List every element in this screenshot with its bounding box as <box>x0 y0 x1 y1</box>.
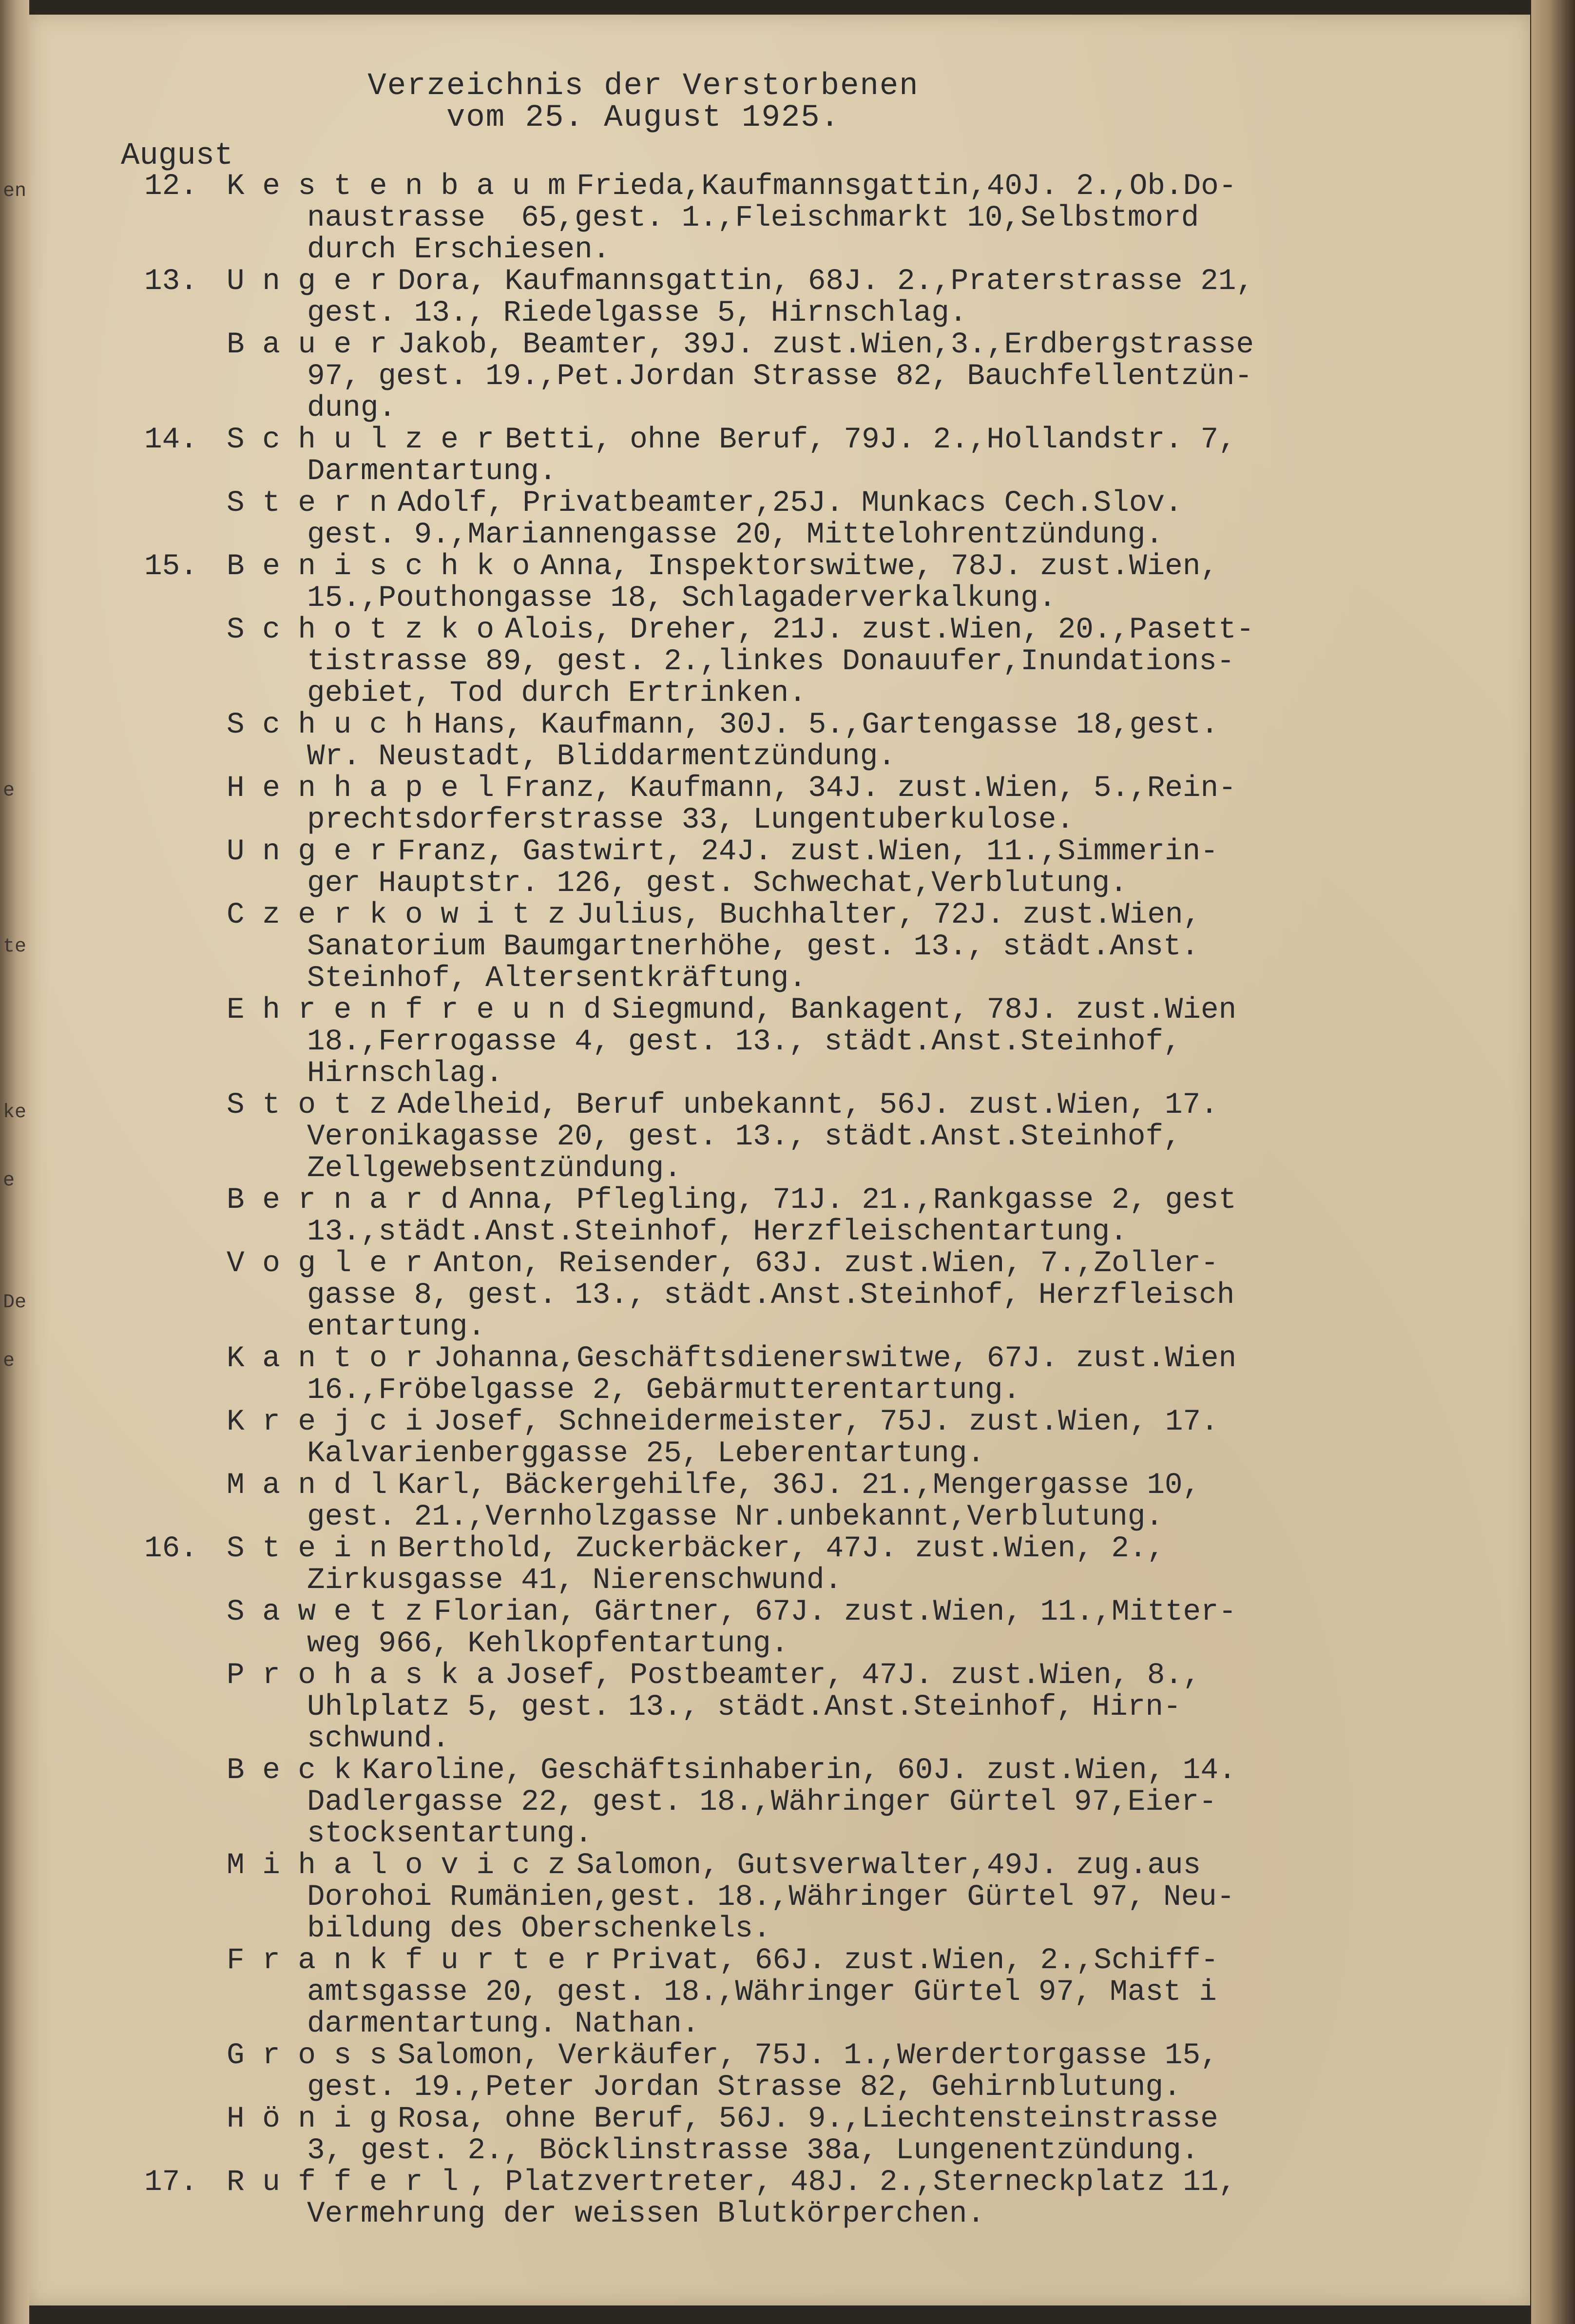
entry-surname: K r e j c i <box>227 1405 423 1439</box>
entry-text-line: Salomon, Gutsverwalter,49J. zug.aus <box>576 1849 1201 1882</box>
entry-text-line: Anna, Pflegling, 71J. 21.,Rankgasse 2, gest <box>469 1183 1237 1217</box>
entry-surname: M i h a l o v i c z <box>227 1849 566 1882</box>
entry-surname: S c h u c h <box>227 708 423 742</box>
entry-text-line: ger Hauptstr. 126, gest. Schwechat,Verblutung. <box>307 867 1128 900</box>
entry-text-line: 97, gest. 19.,Pet.Jordan Strasse 82, Bauchfellentzün- <box>307 360 1253 393</box>
entry-surname: B e r n a r d <box>227 1183 459 1217</box>
entry-date: 16. <box>144 1532 198 1566</box>
register-entry <box>127 1089 1491 1184</box>
register-entry <box>127 2167 1491 2230</box>
entry-text-line: stocksentartung. <box>307 1817 593 1851</box>
entry-text-line: Betti, ohne Beruf, 79J. 2.,Hollandstr. 7, <box>505 423 1236 457</box>
entry-text-line: Wr. Neustadt, Bliddarmentzündung. <box>307 740 896 774</box>
register-entry <box>127 899 1491 994</box>
entry-date: 13. <box>144 265 198 298</box>
register-entry <box>127 1533 1491 1596</box>
entry-text-line: Franz, Gastwirt, 24J. zust.Wien, 11.,Simmerin- <box>398 835 1218 869</box>
register-entry <box>127 994 1491 1089</box>
register-entry <box>127 709 1491 773</box>
document-title: Verzeichnis der Verstorbenen <box>367 69 919 104</box>
entry-text-line: Adelheid, Beruf unbekannt, 56J. zust.Wien, 17. <box>398 1088 1218 1122</box>
entry-text-line: prechtsdorferstrasse 33, Lungentuberkulose. <box>307 803 1075 837</box>
entry-text-line: Florian, Gärtner, 67J. zust.Wien, 11.,Mitter- <box>434 1595 1237 1629</box>
entry-text-line: Franz, Kaufmann, 34J. zust.Wien, 5.,Rein- <box>505 772 1236 805</box>
entry-text-line: Anna, Inspektorswitwe, 78J. zust.Wien, <box>540 550 1219 583</box>
register-entry <box>127 487 1491 551</box>
entry-surname: K a n t o r <box>227 1342 423 1375</box>
entry-surname: U n g e r <box>227 835 387 869</box>
entry-text-line: Josef, Postbeamter, 47J. zust.Wien, 8., <box>505 1659 1201 1692</box>
entry-text-line: Berthold, Zuckerbäcker, 47J. zust.Wien, 2., <box>398 1532 1165 1566</box>
document-subtitle: vom 25. August 1925. <box>446 100 841 136</box>
entry-text-line: Veronikagasse 20, gest. 13., städt.Anst.Steinhof, <box>307 1120 1181 1154</box>
entry-surname: K e s t e n b a u m <box>227 170 566 203</box>
register-entry <box>127 1660 1491 1755</box>
entry-surname: C z e r k o w i t z <box>227 898 566 932</box>
register-entry <box>127 1755 1491 1850</box>
book-edge-right <box>1531 0 1575 2324</box>
entry-text-line: Josef, Schneidermeister, 75J. zust.Wien, 17. <box>434 1405 1219 1439</box>
entry-date: 12. <box>144 170 198 203</box>
entry-text-line: Julius, Buchhalter, 72J. zust.Wien, <box>576 898 1201 932</box>
entry-text-line: Johanna,Geschäftsdienerswitwe, 67J. zust.Wien <box>434 1342 1237 1375</box>
entry-text-line: 18.,Ferrogasse 4, gest. 13., städt.Anst.Steinhof, <box>307 1025 1181 1059</box>
register-entry <box>127 551 1491 614</box>
entry-text-line: gasse 8, gest. 13., städt.Anst.Steinhof, Herzfleisch <box>307 1278 1235 1312</box>
entry-text-line: Rosa, ohne Beruf, 56J. 9.,Liechtensteinstrasse <box>398 2102 1218 2136</box>
register-entry <box>127 836 1491 899</box>
entry-date: 14. <box>144 423 198 457</box>
entry-surname: P r o h a s k a <box>227 1659 495 1692</box>
entry-surname: V o g l e r <box>227 1247 423 1280</box>
entry-text-line: gest. 21.,Vernholzgasse Nr.unbekannt,Verblutung. <box>307 1500 1164 1534</box>
entry-text-line: tistrasse 89, gest. 2.,linkes Donauufer,Inundations- <box>307 645 1235 678</box>
entry-text-line: gest. 13., Riedelgasse 5, Hirnschlag. <box>307 296 967 330</box>
entry-date: 17. <box>144 2166 198 2199</box>
entry-surname: H ö n i g <box>227 2102 387 2136</box>
entry-text-line: schwund. <box>307 1722 450 1756</box>
entry-text-line: Dora, Kaufmannsgattin, 68J. 2.,Praterstrasse 21, <box>398 265 1254 298</box>
entry-text-line: Karl, Bäckergehilfe, 36J. 21.,Mengergasse 10, <box>398 1469 1201 1502</box>
entry-text-line: Steinhof, Altersentkräftung. <box>307 962 807 995</box>
entry-text-line: Adolf, Privatbeamter,25J. Munkacs Cech.Slov. <box>398 486 1183 520</box>
entry-text-line: Uhlplatz 5, gest. 13., städt.Anst.Steinhof, Hirn- <box>307 1690 1181 1724</box>
adjacent-page-fragment: ke <box>3 1102 27 1123</box>
register-entry <box>127 329 1491 424</box>
register-entry <box>127 171 1491 266</box>
register-entry <box>127 424 1491 487</box>
entry-text-line: durch Erschiesen. <box>307 233 611 267</box>
adjacent-page-fragment: te <box>3 936 27 958</box>
entry-surname: B e c k <box>227 1754 352 1787</box>
month-label: August <box>121 138 233 174</box>
entry-text-line: bildung des Oberschenkels. <box>307 1912 771 1946</box>
entry-surname: S t e i n <box>227 1532 387 1566</box>
entry-text-line: Frieda,Kaufmannsgattin,40J. 2.,Ob.Do- <box>576 170 1237 203</box>
entry-text-line: entartung. <box>307 1310 486 1344</box>
entry-text-line: Dorohoi Rumänien,gest. 18.,Währinger Gürtel 97, Neu- <box>307 1880 1235 1914</box>
entry-text-line: gebiet, Tod durch Ertrinken. <box>307 677 807 710</box>
entry-text-line: Hirnschlag. <box>307 1057 503 1090</box>
entry-text-line: 16.,Fröbelgasse 2, Gebärmutterentartung. <box>307 1374 1021 1407</box>
register-entry <box>127 2103 1491 2167</box>
entry-surname: U n g e r <box>227 265 387 298</box>
entry-surname: M a n d l <box>227 1469 387 1502</box>
adjacent-page-edge <box>0 0 29 2324</box>
entry-surname: S a w e t z <box>227 1595 423 1629</box>
entry-text-line: Zellgewebsentzündung. <box>307 1152 682 1185</box>
entry-surname: S c h o t z k o <box>227 613 495 647</box>
adjacent-page-fragment: De <box>3 1292 27 1314</box>
entry-text-line: naustrasse 65,gest. 1.,Fleischmarkt 10,Selbstmord <box>307 201 1199 235</box>
entry-text-line: Salomon, Verkäufer, 75J. 1.,Werdertorgasse 15, <box>398 2039 1218 2072</box>
register-entry <box>127 773 1491 836</box>
document-page <box>29 15 1530 2305</box>
register-entry <box>127 1184 1491 1248</box>
death-register-list <box>127 171 1491 2230</box>
entry-text-line: darmentartung. Nathan. <box>307 2007 700 2041</box>
register-entry <box>127 1248 1491 1343</box>
entry-text-line: Zirkusgasse 41, Nierenschwund. <box>307 1564 843 1597</box>
entry-text-line: Vermehrung der weissen Blutkörperchen. <box>307 2197 985 2231</box>
register-entry <box>127 266 1491 329</box>
entry-surname: H e n h a p e l <box>227 772 495 805</box>
adjacent-page-fragment: e <box>3 780 15 802</box>
entry-text-line: Dadlergasse 22, gest. 18.,Währinger Gürtel 97,Eier- <box>307 1785 1217 1819</box>
entry-surname: G r o s s <box>227 2039 387 2072</box>
entry-text-line: 15.,Pouthongasse 18, Schlagaderverkalkung. <box>307 581 1056 615</box>
entry-surname: R u f f e r l <box>227 2166 459 2199</box>
entry-surname: B a u e r <box>227 328 387 362</box>
adjacent-page-fragment: e <box>3 1350 15 1372</box>
register-entry <box>127 1850 1491 1945</box>
entry-text-line: Jakob, Beamter, 39J. zust.Wien,3.,Erdbergstrasse <box>398 328 1254 362</box>
entry-text-line: Kalvarienberggasse 25, Leberentartung. <box>307 1437 985 1471</box>
entry-date: 15. <box>144 550 198 583</box>
entry-text-line: gest. 19.,Peter Jordan Strasse 82, Gehirnblutung. <box>307 2071 1181 2104</box>
register-entry <box>127 614 1491 709</box>
entry-text-line: Karoline, Geschäftsinhaberin, 60J. zust.Wien, 14. <box>362 1754 1236 1787</box>
register-entry <box>127 1406 1491 1470</box>
adjacent-page-fragment: en <box>3 180 27 202</box>
register-entry <box>127 1945 1491 2040</box>
entry-text-line: 3, gest. 2., Böcklinstrasse 38a, Lungenentzündung. <box>307 2134 1199 2168</box>
entry-surname: S t o t z <box>227 1088 387 1122</box>
entry-text-line: Hans, Kaufmann, 30J. 5.,Gartengasse 18,gest. <box>434 708 1219 742</box>
entry-text-line: Darmentartung. <box>307 455 557 488</box>
entry-surname: S c h u l z e r <box>227 423 495 457</box>
entry-text-line: Siegmund, Bankagent, 78J. zust.Wien <box>612 993 1237 1027</box>
entry-text-line: gest. 9.,Mariannengasse 20, Mittelohrentzündung. <box>307 518 1164 552</box>
register-entry <box>127 1470 1491 1533</box>
entry-text-line: Alois, Dreher, 21J. zust.Wien, 20.,Pasett- <box>505 613 1254 647</box>
entry-text-line: 13.,städt.Anst.Steinhof, Herzfleischentartung. <box>307 1215 1128 1249</box>
entry-surname: B e n i s c h k o <box>227 550 530 583</box>
adjacent-page-fragment: e <box>3 1170 15 1192</box>
register-entry <box>127 1596 1491 1660</box>
entry-text-line: Anton, Reisender, 63J. zust.Wien, 7.,Zoller- <box>434 1247 1219 1280</box>
entry-surname: F r a n k f u r t e r <box>227 1944 601 1977</box>
register-entry <box>127 2040 1491 2103</box>
entry-surname: S t e r n <box>227 486 387 520</box>
entry-text-line: Privat, 66J. zust.Wien, 2.,Schiff- <box>612 1944 1219 1977</box>
entry-text-line: , Platzvertreter, 48J. 2.,Sterneckplatz 11, <box>469 2166 1237 2199</box>
register-entry <box>127 1343 1491 1406</box>
entry-text-line: amtsgasse 20, gest. 18.,Währinger Gürtel 97, Mast i <box>307 1975 1217 2009</box>
entry-text-line: weg 966, Kehlkopfentartung. <box>307 1627 789 1661</box>
entry-surname: E h r e n f r e u n d <box>227 993 601 1027</box>
entry-text-line: Sanatorium Baumgartnerhöhe, gest. 13., städt.Anst. <box>307 930 1199 964</box>
entry-text-line: dung. <box>307 391 397 425</box>
